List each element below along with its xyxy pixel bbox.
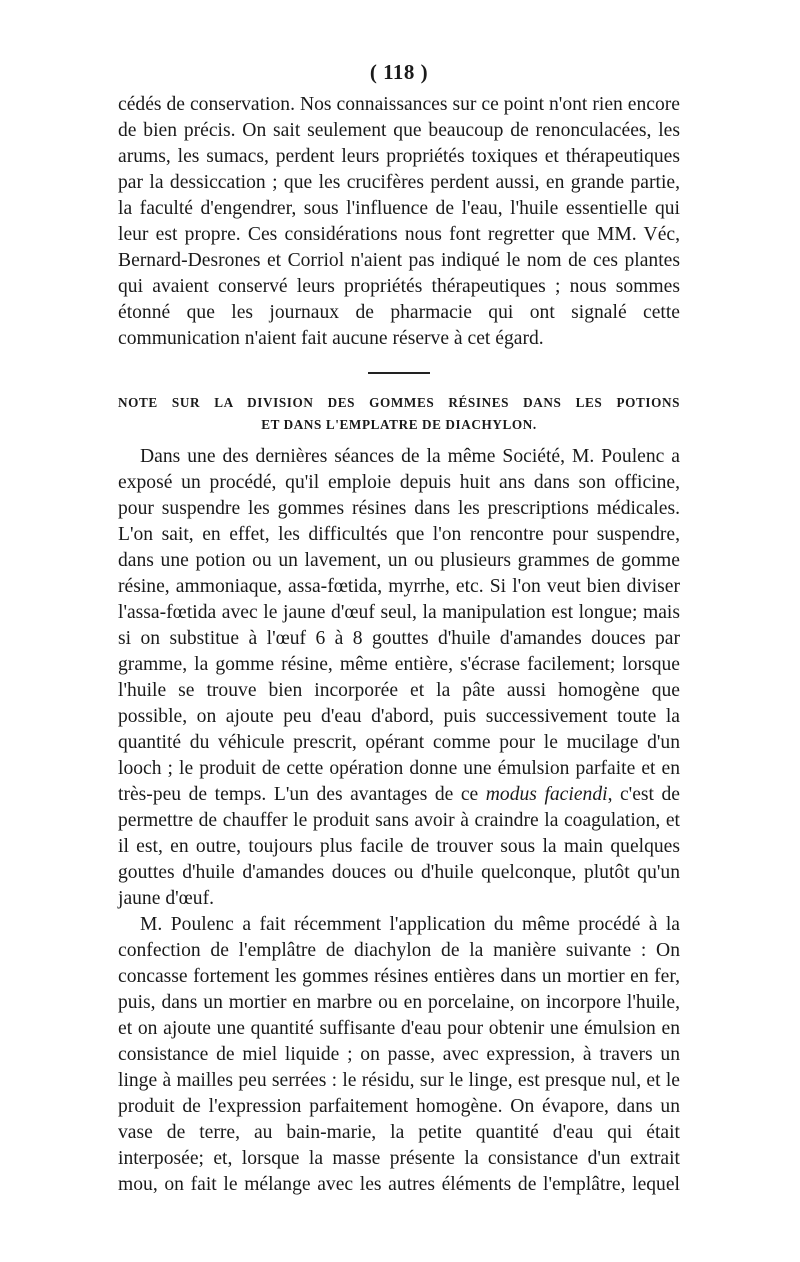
body-paragraph-1 xyxy=(118,444,680,912)
paragraph-1-text-start: Dans une des dernières séances de la même Société, M. Poulenc a exposé un procédé, qu'il emploie depuis huit ans dans son officine, pour suspendre les gommes résines dans les prescriptions médicales. L'on sait, en effet, les difficultés que l'on rencontre pour suspendre, dans une potion ou un lavement, un ou plusieurs grammes de gomme résine, ammoniaque, assa-fœtida, myrrhe, etc. Si l'on veut bien diviser l'assa-fœtida avec le jaune d'œuf seul, la manipulation est longue; mais si on substitue à l'œuf 6 à 8 gouttes d'huile d'amandes douces par gramme, la gomme résine, même entière, s'écrase facilement; lorsque l'huile se trouve bien incorporée et la pâte aussi homogène que possible, on ajoute peu d'eau d'abord, puis successivement toute la quantité du véhicule prescrit, opérant comme pour le mucilage d'un looch ; le produit de cette opération donne une émulsion parfaite et en très-peu de temps. L'un des avantages de ce xyxy=(118,446,680,805)
document-page xyxy=(118,58,680,1198)
section-heading-line-2: ET DANS L'EMPLATRE DE DIACHYLON. xyxy=(261,417,537,432)
section-divider xyxy=(368,372,430,374)
intro-paragraph: cédés de conservation. Nos connaissances sur ce point n'ont rien encore de bien précis. On sait seulement que beaucoup de renonculacées, les arums, les sumacs, perdent leurs propriétés toxiques et thérapeutiques par la dessiccation ; que les crucifères perdent aussi, en grande partie, la faculté d'engendrer, sous l'influence de l'eau, l'huile essentielle qui leur est propre. Ces considérations nous font regretter que MM. Véc, Bernard-Desrones et Corriol n'aient pas indiqué le nom de ces plantes qui avaient conservé leurs propriétés thérapeutiques ; nous sommes étonné que les journaux de pharmacie qui ont signalé cette communication n'aient fait aucune réserve à cet égard. xyxy=(118,94,680,349)
page-number: ( 118 ) xyxy=(369,60,429,84)
latin-phrase: modus faciendi xyxy=(485,784,608,805)
paragraph-1-text-end: , c'est de permettre de chauffer le produit sans avoir à craindre la coagulation, et il est, en outre, toujours plus facile de trouver sous la main quelques gouttes d'huile d'amandes douces ou d'huile quelconque, plutôt qu'un jaune d'œuf. xyxy=(118,784,680,909)
section-heading xyxy=(118,392,680,436)
body-paragraph-2: M. Poulenc a fait récemment l'application du même procédé à la confection de l'emplâtre de diachylon de la manière suivante : On concasse fortement les gommes résines entières dans un mortier en fer, puis, dans un mortier en marbre ou en porcelaine, on incorpore l'huile, et on ajoute une quantité suffisante d'eau pour obtenir une émulsion en consistance de miel liquide ; on passe, avec expression, à travers un linge à mailles peu serrées : le résidu, sur le linge, est presque nul, et le produit de l'expression parfaitement homogène. On évapore, dans un vase de terre, au bain-marie, la petite quantité d'eau qui était interposée; et, lorsque la masse présente la consistance d'un extrait mou, on fait le mélange avec les autres éléments de l'emplâtre, lequel xyxy=(118,914,680,1195)
section-heading-line-1: NOTE SUR LA DIVISION DES GOMMES RÉSINES DANS LES POTIONS xyxy=(118,395,680,410)
